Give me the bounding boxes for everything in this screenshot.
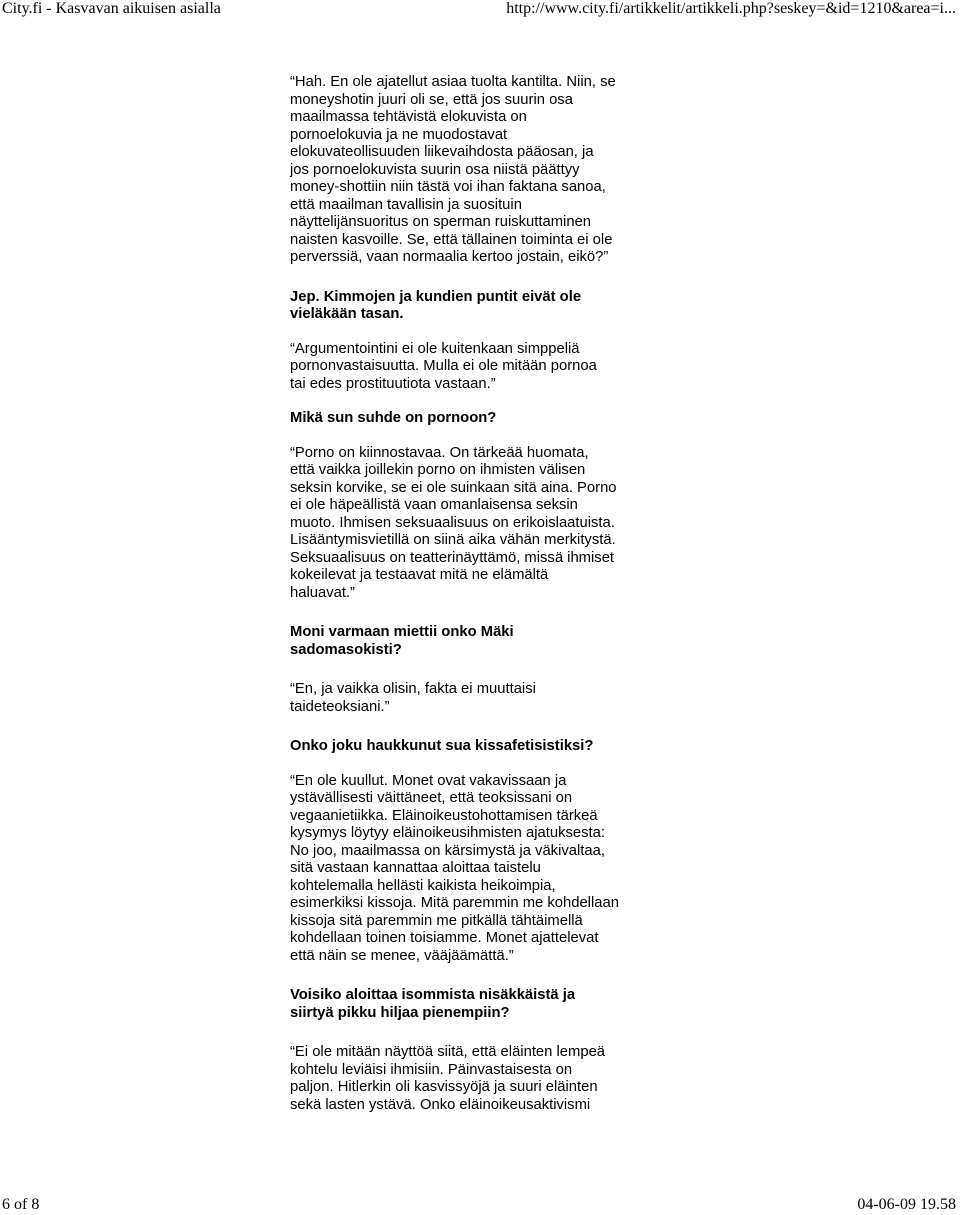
article-body [290, 74, 670, 1114]
question-paragraph: Jep. Kimmojen ja kundien puntit eivät ole vieläkään tasan. [290, 288, 582, 322]
answer-paragraph: “En, ja vaikka olisin, fakta ei muuttaisi taideteoksiani.” [290, 681, 536, 715]
question-paragraph: Moni varmaan miettii onko Mäki sadomasokisti? [290, 624, 514, 658]
question-paragraph: Voisiko aloittaa isommista nisäkkäistä ja siirtyä pikku hiljaa pienempiin? [290, 987, 576, 1021]
question-paragraph: Onko joku haukkunut sua kissafetisistiksi? [290, 738, 594, 754]
answer-paragraph: “Argumentointini ei ole kuitenkaan simppeliä pornonvastaisuutta. Mulla ei ole mitään pornoa tai edes prostituutiota vastaan.” [290, 340, 597, 392]
print-footer [0, 1196, 960, 1215]
answer-paragraph: “Hah. En ole ajatellut asiaa tuolta kantilta. Niin, se moneyshotin juuri oli se, että jos suurin osa maailmassa tehtävistä elokuvista on pornoelokuvia ja ne muodostavat elokuvateollisuuden liikevaihdosta pääosan, ja jos pornoelokuvista suurin osa niistä päättyy money-shottiin niin tästä voi ihan faktana sanoa, että maailman tavallisin ja suosituin näyttelijänsuoritus on sperman ruiskuttaminen naisten kasvoille. Se, että tällainen toiminta ei ole perverssiä, vaan normaalia kertoo jostain, eikö?” [290, 74, 616, 265]
page-number: 6 of 8 [2, 1196, 40, 1213]
print-date: 04-06-09 19.58 [857, 1196, 956, 1213]
print-header [0, 0, 960, 22]
page-url: http://www.city.fi/artikkelit/artikkeli.php?seskey=&id=1210&area=i... [506, 0, 956, 17]
answer-paragraph: “En ole kuullut. Monet ovat vakavissaan ja ystävällisesti väittäneet, että teoksissani on vegaanietiikka. Eläinoikeustohottamisen tärkeä kysymys löytyy eläinoikeusihmisten ajatuksesta: No joo, maailmassa on kärsimystä ja väkivaltaa, sitä vastaan kannattaa aloittaa taistelu kohtelemalla hellästi kaikista heikoimpia, esimerkiksi kissoja. Mitä paremmin me kohdellaan kissoja sitä paremmin me pitkällä tähtäimellä kohdellaan toinen toisiamme. Monet ajattelevat että näin se menee, vääjäämättä.” [290, 772, 619, 964]
answer-paragraph: “Ei ole mitään näyttöä siitä, että eläinten lempeä kohtelu leviäisi ihmisiin. Päinvastaisesta on paljon. Hitlerkin oli kasvissyöjä ja suuri eläinten sekä lasten ystävä. Onko eläinoikeusaktivismi [290, 1044, 606, 1113]
page-title: City.fi - Kasvavan aikuisen asialla [2, 0, 221, 17]
answer-paragraph: “Porno on kiinnostavaa. On tärkeää huomata, että vaikka joillekin porno on ihmisten välisen seksin korvike, se ei ole suinkaan sitä aina. Porno ei ole häpeällistä vaan omanlaisensa seksin muoto. Ihmisen seksuaalisuus on erikoislaatuista. Lisääntymisvietillä on siinä aika vähän merkitystä. Seksuaalisuus on teatterinäyttämö, missä ihmiset kokeilevat ja testaavat mitä ne elämältä haluavat.” [290, 444, 617, 601]
question-paragraph: Mikä sun suhde on pornoon? [290, 410, 497, 426]
